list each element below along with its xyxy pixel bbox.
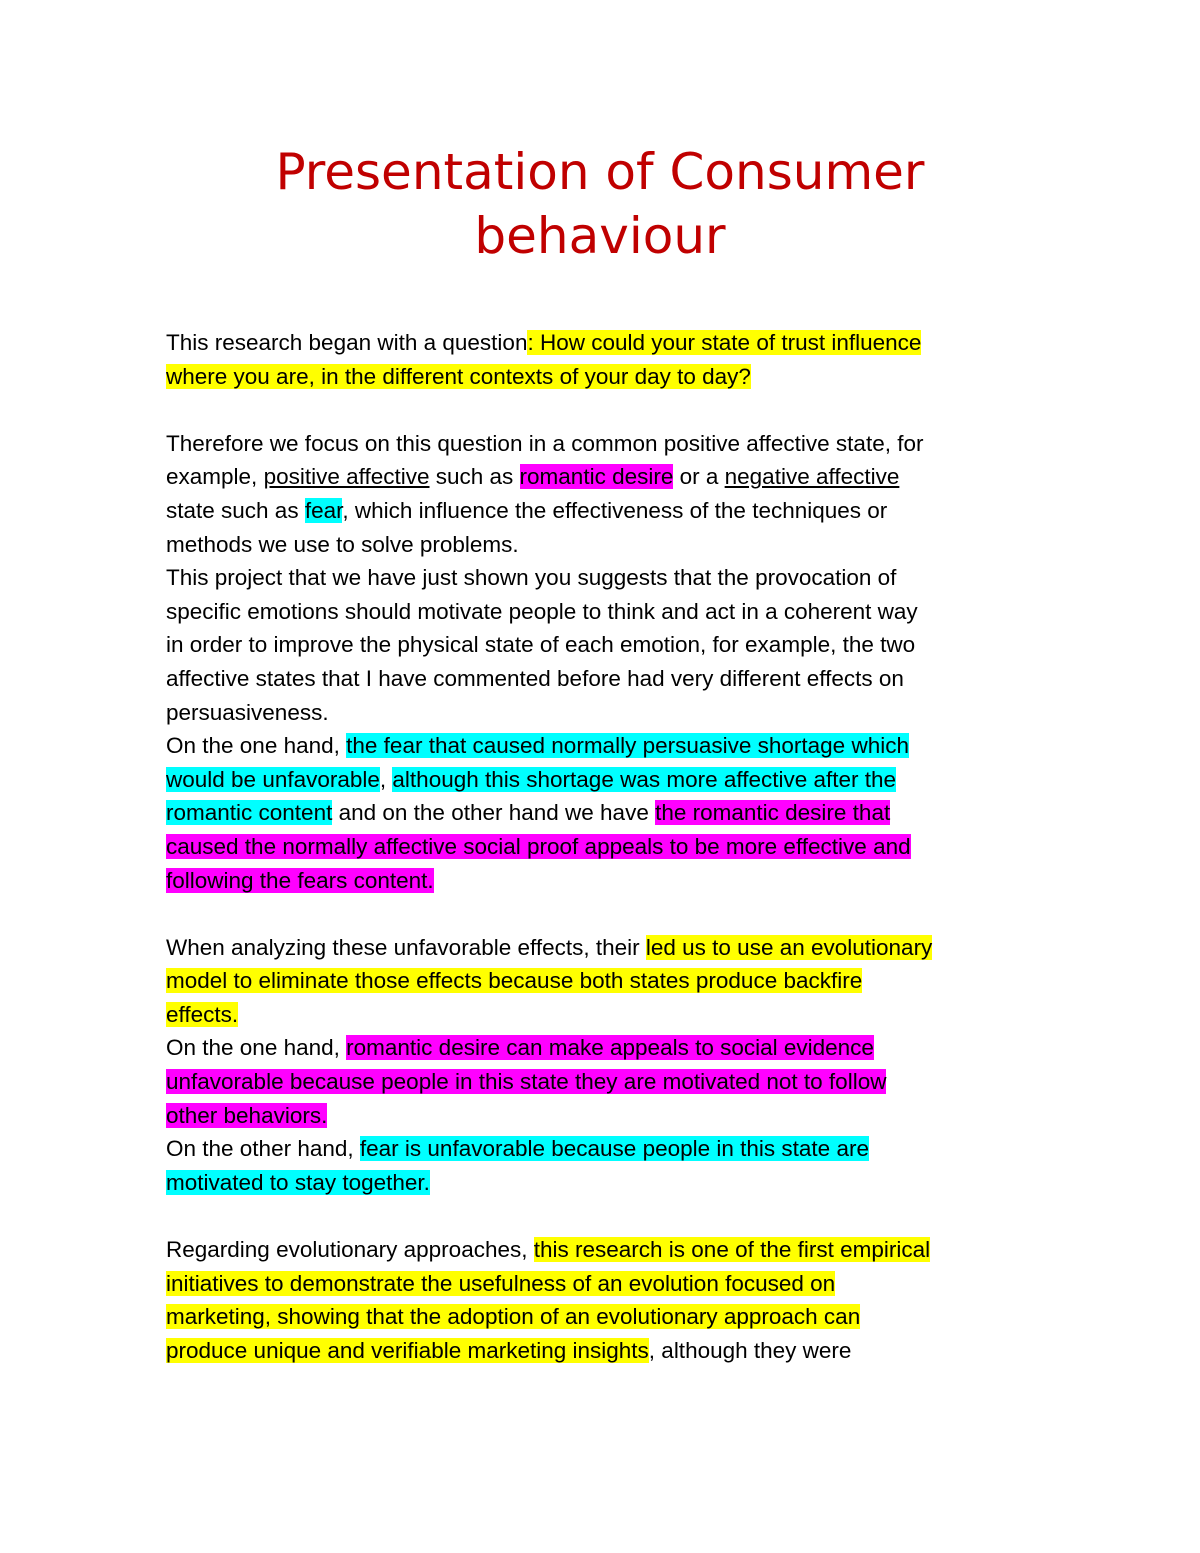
text-run: persuasiveness. — [166, 699, 329, 725]
paragraph-5-line-2 — [166, 964, 1046, 998]
paragraph-4-line-1 — [166, 729, 1046, 763]
document-title — [0, 140, 1200, 268]
paragraph-6-line-2 — [166, 1065, 1046, 1099]
text-run: such as — [429, 464, 520, 490]
highlight-yellow: this research is one of the first empirical — [533, 1237, 931, 1263]
title-line-2: behaviour — [474, 207, 726, 265]
text-run: affective states that I have commented before had very different effects on — [166, 665, 904, 691]
highlight-cyan: the fear that caused normally persuasive shortage which — [346, 733, 909, 759]
highlight-yellow: produce unique and verifiable marketing insights — [166, 1337, 649, 1363]
text-run: example, — [166, 464, 264, 490]
text-run: , which influence the effectiveness of the techniques or — [342, 497, 888, 523]
text-run: On the one hand, — [166, 733, 347, 759]
highlight-magenta: following the fears content. — [166, 867, 434, 893]
text-run: This research began with a question — [166, 330, 528, 355]
highlight-magenta: romantic desire — [519, 464, 674, 490]
title-line-1: Presentation of Consumer — [275, 143, 925, 201]
paragraph-4-line-4 — [166, 830, 1046, 864]
highlight-cyan: romantic content — [166, 800, 333, 826]
highlight-cyan: motivated to stay together. — [166, 1169, 430, 1195]
paragraph-8-line-2 — [166, 1267, 1046, 1301]
paragraph-3-line-4 — [166, 662, 1046, 696]
text-run: , — [379, 766, 393, 792]
highlight-yellow: effects. — [166, 1001, 239, 1027]
text-run: and on the other hand we have — [332, 800, 656, 826]
text-run: specific emotions should motivate people to think and act in a coherent way — [166, 598, 918, 624]
text-run: When analyzing these unfavorable effects, their — [166, 934, 646, 960]
text-run: , although they were — [648, 1337, 852, 1363]
highlight-magenta: unfavorable because people in this state they are motivated not to follow — [166, 1069, 887, 1095]
paragraph-4-line-5 — [166, 864, 1046, 898]
highlight-yellow: model to eliminate those effects because both states produce backfire — [166, 968, 863, 994]
highlight-yellow: where you are, in the different contexts of your day to day? — [166, 363, 751, 389]
paragraph-1-line-1 — [166, 326, 1046, 360]
highlight-magenta: caused the normally affective social proof appeals to be more effective and — [166, 833, 911, 859]
highlight-magenta: other behaviors. — [166, 1102, 328, 1128]
paragraph-4-line-2 — [166, 763, 1046, 797]
paragraph-8-line-3 — [166, 1300, 1046, 1334]
paragraph-7-line-1 — [166, 1132, 1046, 1166]
document-body — [166, 326, 1046, 1367]
highlight-magenta: romantic desire can make appeals to social evidence — [346, 1035, 874, 1061]
highlight-yellow: initiatives to demonstrate the usefulness of an evolution focused on — [166, 1270, 836, 1296]
highlight-yellow: led us to use an evolutionary — [645, 934, 933, 960]
paragraph-2-line-4 — [166, 528, 1046, 562]
text-run: methods we use to solve problems. — [166, 531, 519, 557]
paragraph-3-line-1 — [166, 561, 1046, 595]
text-run: or a — [673, 464, 725, 490]
text-run: Therefore we focus on this question in a common positive affective state, for — [166, 430, 924, 456]
text-run: On the one hand, — [166, 1035, 347, 1061]
paragraph-4-line-3 — [166, 796, 1046, 830]
text-run: Regarding evolutionary approaches, — [166, 1237, 534, 1263]
paragraph-3-line-3 — [166, 628, 1046, 662]
paragraph-5-line-3 — [166, 998, 1046, 1032]
highlight-magenta: the romantic desire that — [655, 800, 891, 826]
text-run: This project that we have just shown you suggests that the provocation of — [166, 565, 897, 591]
highlight-cyan: although this shortage was more affective after the — [392, 766, 897, 792]
highlight-cyan: would be unfavorable — [166, 766, 380, 792]
text-run: in order to improve the physical state of each emotion, for example, the two — [166, 632, 916, 658]
highlight-cyan: fear is unfavorable because people in this state are — [359, 1136, 869, 1162]
paragraph-8-line-4 — [166, 1334, 1046, 1368]
highlight-yellow: marketing, showing that the adoption of an evolutionary approach can — [166, 1304, 861, 1330]
paragraph-2-line-3 — [166, 494, 1046, 528]
paragraph-5-line-1 — [166, 931, 1046, 965]
text-run: state such as — [166, 497, 305, 523]
text-run: On the other hand, — [166, 1136, 360, 1162]
underlined-text: negative affective — [724, 464, 900, 490]
paragraph-7-line-2 — [166, 1166, 1046, 1200]
paragraph-6-line-3 — [166, 1099, 1046, 1133]
paragraph-6-line-1 — [166, 1031, 1046, 1065]
paragraph-2-line-2 — [166, 460, 1046, 494]
paragraph-3-line-5 — [166, 696, 1046, 730]
underlined-text: positive affective — [263, 464, 430, 490]
paragraph-1-line-2 — [166, 360, 1046, 394]
highlight-yellow: : How could your state of trust influence — [527, 330, 922, 355]
highlight-cyan: fear — [304, 497, 343, 523]
paragraph-2-line-1 — [166, 427, 1046, 461]
paragraph-3-line-2 — [166, 595, 1046, 629]
paragraph-8-line-1 — [166, 1233, 1046, 1267]
